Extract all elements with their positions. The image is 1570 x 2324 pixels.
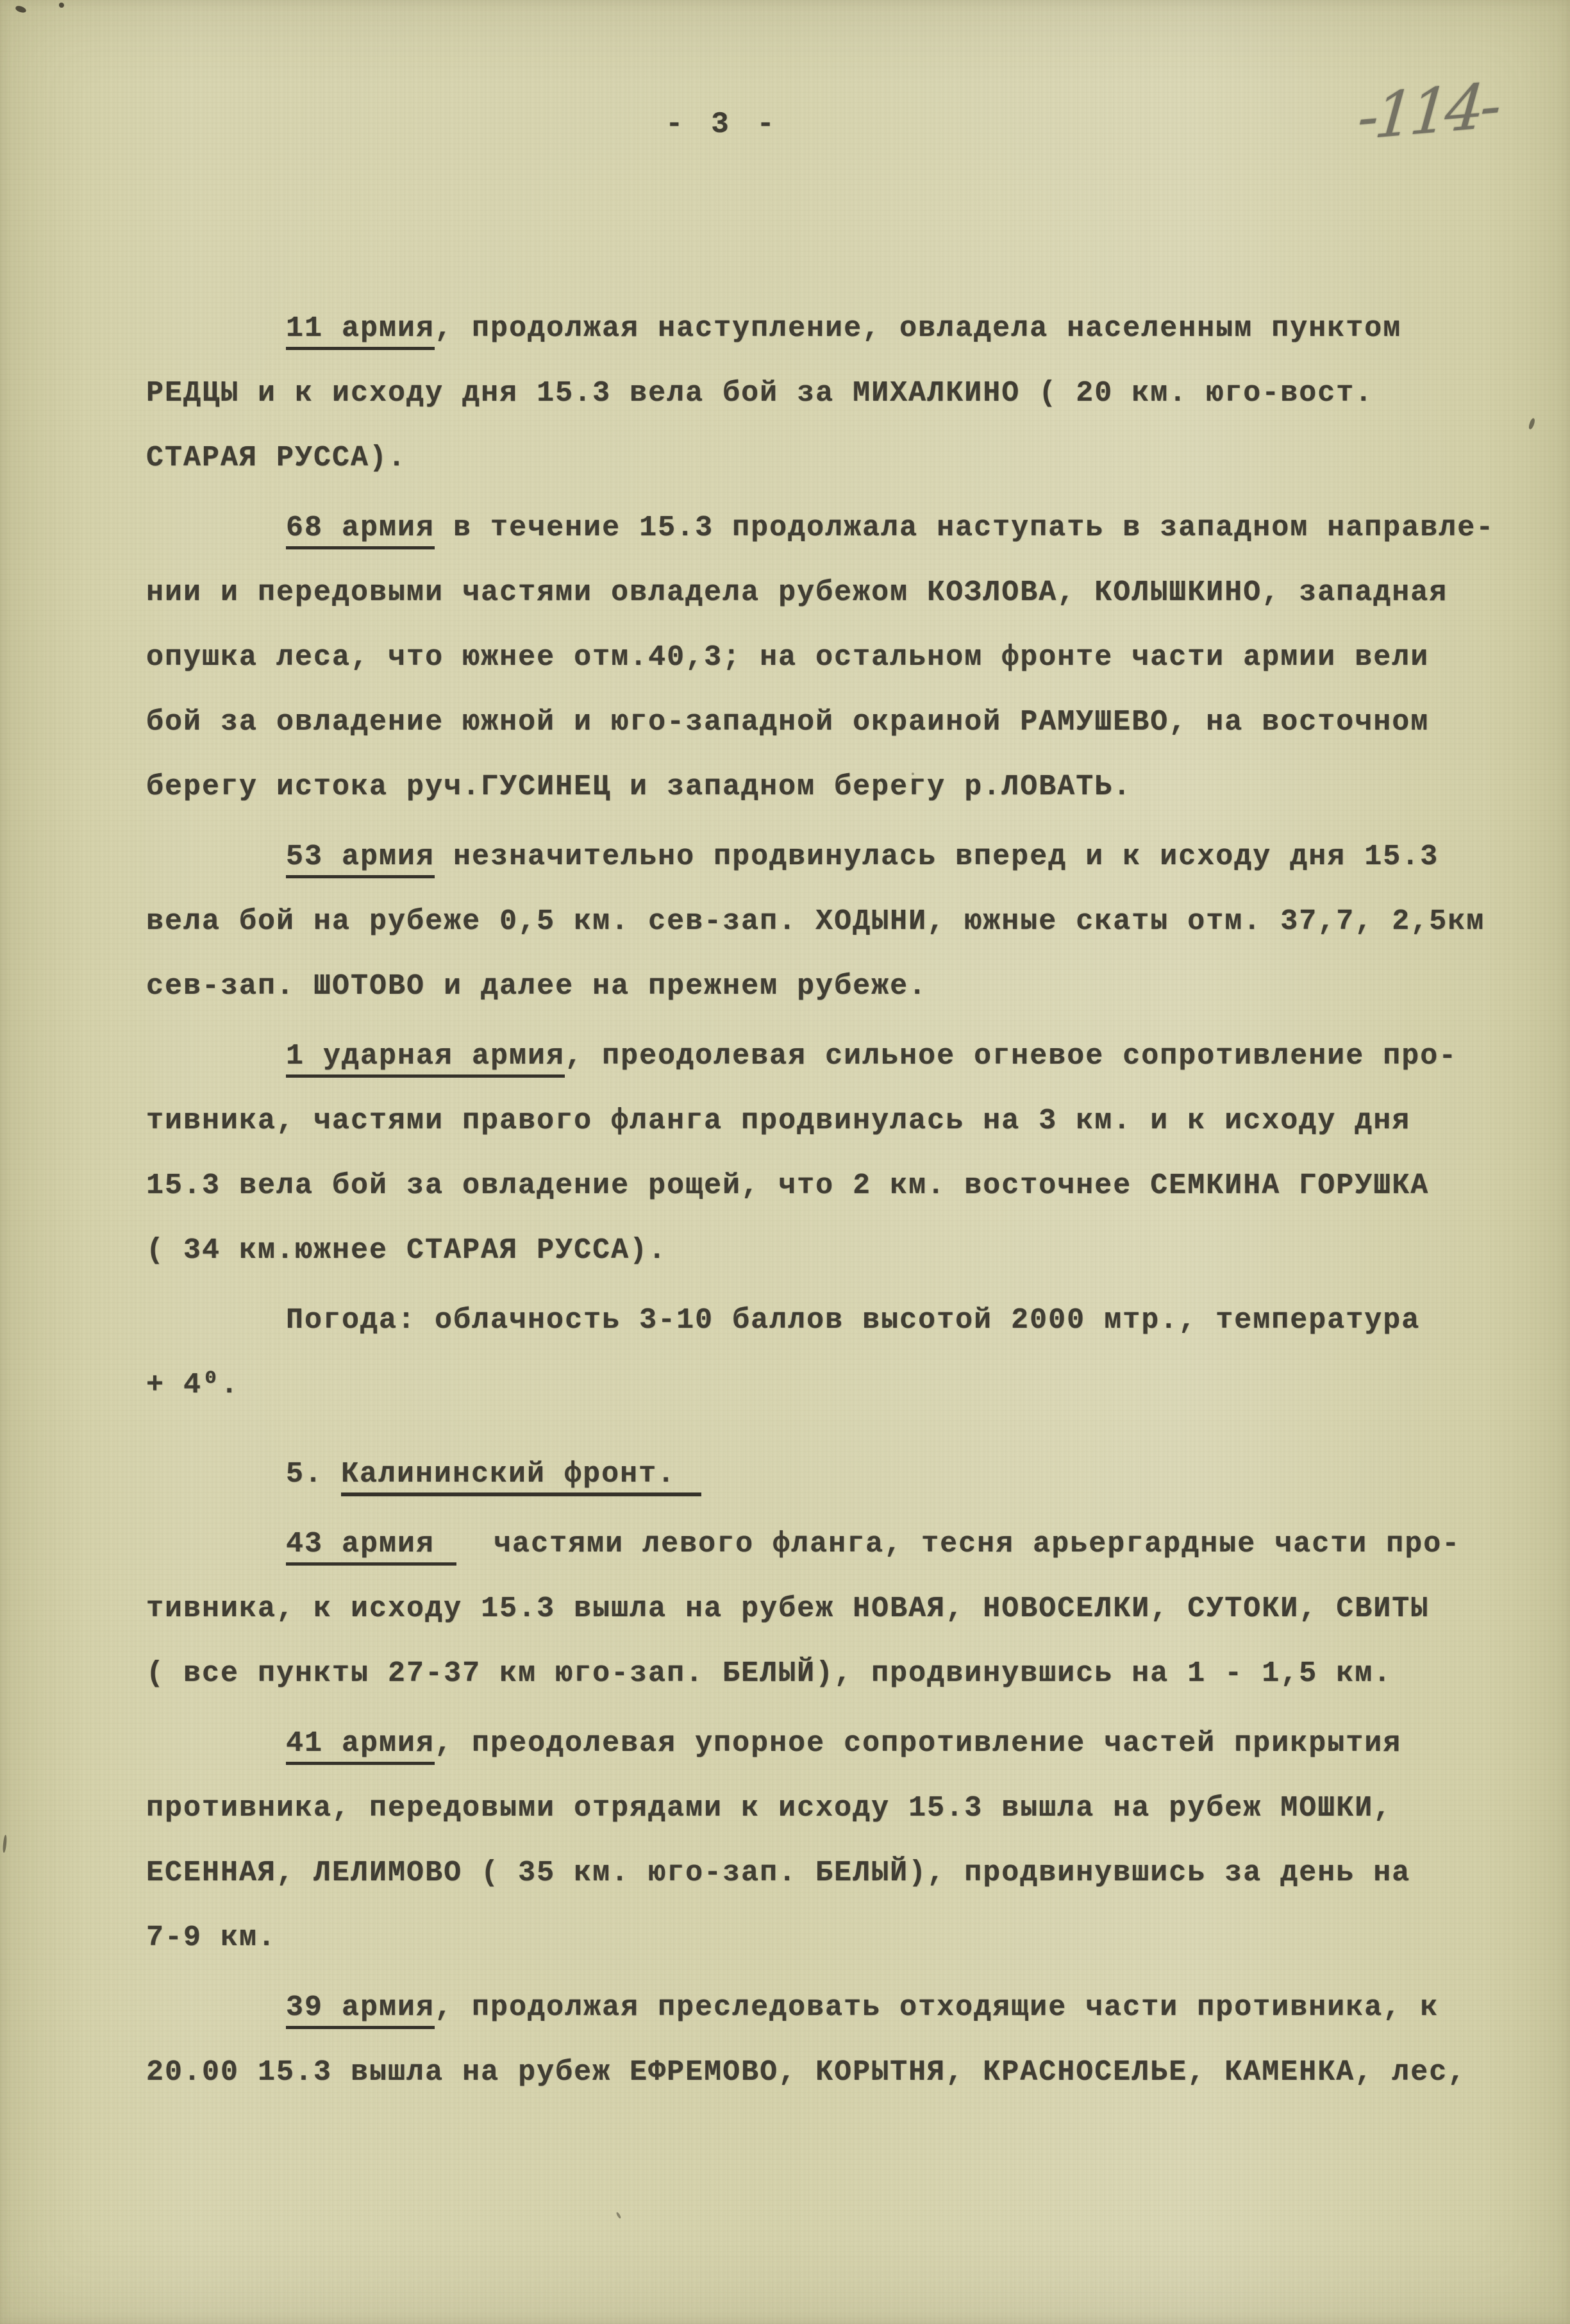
paragraph-line: ЕСЕННАЯ, ЛЕЛИМОВО ( 35 км. юго-зап. БЕЛЫЙ), продвинувшись за день на — [146, 1857, 1411, 1889]
army-designation-11: 11 армия — [286, 312, 435, 350]
heading-title: Калининский фронт. — [341, 1458, 701, 1496]
paragraph-line: тивника, частями правого фланга продвинулась на 3 км. и к исходу дня — [146, 1105, 1411, 1137]
ink-speck — [15, 5, 27, 14]
para-53-army — [146, 824, 1531, 1019]
paragraph-line: ( все пункты 27-37 км юго-зап. БЕЛЫЙ), продвинувшись на 1 - 1,5 км. — [146, 1657, 1392, 1690]
paragraph-text: , преодолевая упорное сопротивление частей прикрытия — [435, 1727, 1402, 1760]
para-weather — [146, 1288, 1531, 1417]
weather-temperature: + 4⁰. — [146, 1369, 240, 1401]
paragraph-line: 15.3 вела бой за овладение рощей, что 2 км. восточнее СЕМКИНА ГОРУШКА — [146, 1169, 1430, 1202]
army-designation-39: 39 армия — [286, 1991, 435, 2029]
ink-speck — [616, 2212, 622, 2220]
ink-speck — [59, 3, 64, 8]
paragraph-text: , продолжая преследовать отходящие части противника, к — [435, 1991, 1439, 2024]
paragraph-line: тивника, к исходу 15.3 вышла на рубеж НОВАЯ, НОВОСЕЛКИ, СУТОКИ, СВИТЫ — [146, 1593, 1430, 1625]
paragraph-text: , преодолевая сильное огневое сопротивление про- — [565, 1040, 1458, 1073]
para-43-army — [146, 1512, 1531, 1706]
paragraph-line: противника, передовыми отрядами к исходу 15.3 вышла на рубеж МОШКИ, — [146, 1792, 1392, 1825]
heading-kalinin-front — [146, 1442, 1531, 1507]
army-designation-41: 41 армия — [286, 1727, 435, 1765]
page-number: - 3 - — [665, 108, 780, 141]
para-11-army — [146, 296, 1531, 490]
para-41-army — [146, 1711, 1531, 1970]
paragraph-line: нии и передовыми частями овладела рубежом КОЗЛОВА, КОЛЫШКИНО, западная — [146, 576, 1448, 609]
paragraph-line: берегу истока руч.ГУСИНЕЦ и западном берегу р.ЛОВАТЬ. — [146, 771, 1132, 803]
paragraph-line: вела бой на рубеже 0,5 км. сев-зап. ХОДЫНИ, южные скаты отм. 37,7, 2,5км — [146, 905, 1485, 938]
army-designation-43: 43 армия — [286, 1528, 456, 1566]
paragraph-line: сев-зап. ШОТОВО и далее на прежнем рубеже. — [146, 970, 928, 1003]
paragraph-line: опушка леса, что южнее отм.40,3; на остальном фронте части армии вели — [146, 641, 1430, 674]
weather-text: Погода: облачность 3-10 баллов высотой 2000 мтр., температура — [286, 1304, 1421, 1337]
army-designation-1-shock: 1 ударная армия — [286, 1040, 565, 1078]
paragraph-text: в течение 15.3 продолжала наступать в западном направле- — [435, 512, 1495, 544]
para-1-shock-army — [146, 1024, 1531, 1283]
paragraph-line: РЕДЦЫ и к исходу дня 15.3 вела бой за МИХАЛКИНО ( 20 км. юго-вост. — [146, 377, 1374, 410]
paragraph-line: СТАРАЯ РУССА). — [146, 442, 407, 474]
paragraph-text: незначительно продвинулась вперед и к исходу дня 15.3 — [435, 840, 1439, 873]
para-68-army — [146, 496, 1531, 819]
paragraph-line: 7-9 км. — [146, 1921, 277, 1954]
para-39-army — [146, 1975, 1531, 2105]
paragraph-line: бой за овладение южной и юго-западной окраиной РАМУШЕВО, на восточном — [146, 706, 1430, 739]
ink-speck — [3, 1835, 8, 1853]
handwritten-folio-number: -114- — [1355, 69, 1501, 155]
paragraph-line: ( 34 км.южнее СТАРАЯ РУССА). — [146, 1234, 667, 1267]
paragraph-line: 20.00 15.3 вышла на рубеж ЕФРЕМОВО, КОРЫТНЯ, КРАСНОСЕЛЬЕ, КАМЕНКА, лес, — [146, 2056, 1467, 2089]
army-designation-68: 68 армия — [286, 512, 435, 549]
heading-number: 5. — [286, 1458, 324, 1491]
paragraph-text: частями левого фланга, тесня арьергардные части про- — [456, 1528, 1461, 1560]
army-designation-53: 53 армия — [286, 840, 435, 878]
document-body — [146, 296, 1531, 2110]
paragraph-text: , продолжая наступление, овладела населенным пунктом — [435, 312, 1402, 345]
